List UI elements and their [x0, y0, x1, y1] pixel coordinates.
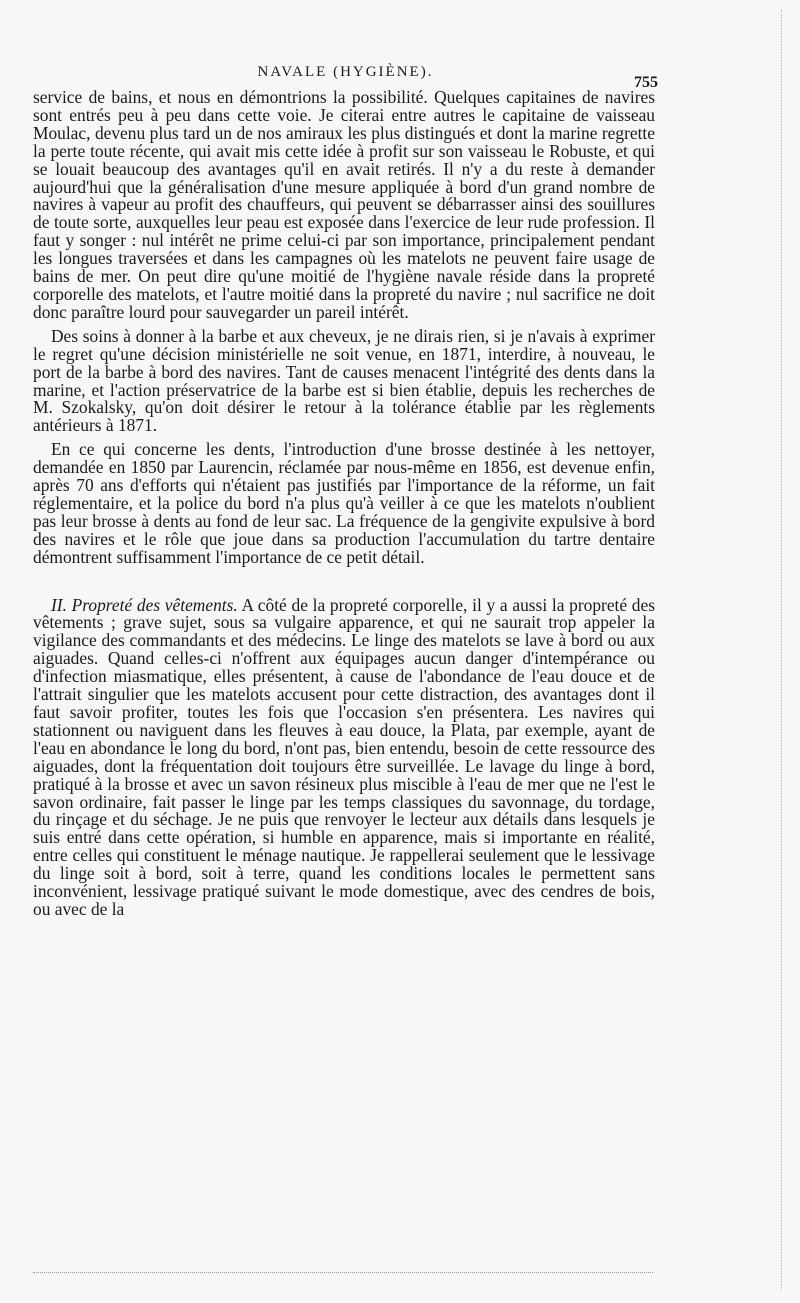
page-header [33, 62, 658, 91]
paragraph-bains: service de bains, et nous en démontrions la possibilité. Quelques capitaines de navires sont entrés peu à peu dans cette voie. Je citerai entre autres le capitaine de vaisseau Moulac, devenu plus tard un de nos amiraux les plus distingués et dont la marine regrette la perte toute récente, qui avait mis cette idée à profit sur son vaisseau le Robuste, et qui se louait beaucoup des avantages qu'il en avait retirés. Il n'y a du reste à demander aujourd'hui que la généralisation d'une mesure appliquée à bord d'un grand nombre de navires à vapeur au profit des chauffeurs, qui peuvent se débarrasser ainsi des souillures de toute sorte, auxquelles leur peau est exposée dans l'exercice de leur rude profession. Il faut y songer : nul intérêt ne prime celui-ci par son importance, principalement pendant les longues traversées et dans les campagnes où les matelots ne peuvent faire usage de bains de mer. On peut dire qu'une moitié de l'hygiène navale réside dans la propreté corporelle des matelots, et l'autre moitié dans la propreté du navire ; nul sacrifice ne doit donc paraître lourd pour sauvegarder un pareil intérêt. [33, 87, 655, 322]
section-body: A côté de la propreté corporelle, il y a aussi la propreté des vêtements ; grave sujet, sous sa vulgaire apparence, et qui ne saurait trop appeler la vigilance des commandants et des médecins. Le linge des matelots se lave à bord ou aux aiguades. Quand celles-ci n'offrent aux équipages aucun danger d'intempérance ou d'infection miasmatique, elles présentent, à cause de l'abondance de l'eau douce et de l'attrait singulier que les matelots accusent pour cette distraction, des avantages dont il faut savoir profiter, toutes les fois que l'occasion s'en présentera. Les navires qui stationnent ou naviguent dans les fleuves à eau douce, la Plata, par exemple, ayant de l'eau en abondance le long du bord, n'ont pas, bien entendu, besoin de cette ressource des aiguades, dont la fréquentation doit toujours être surveillée. Le lavage du linge à bord, pratiqué à la brosse et avec un savon résineux plus miscible à l'eau de mer que ne l'est le savon ordinaire, fait passer le linge par les temps classiques du savonnage, du tordage, du rinçage et du séchage. Je ne puis que renvoyer le lecteur aux détails dans lesquels je suis entré dans cette opération, si humble en apparence, mais si importante en réalité, entre celles qui constituent le ménage nautique. Je rappellerai seulement que le lessivage du linge soit à bord, soit à terre, quand les conditions locales le permettent sans inconvénient, lessivage pratiqué suivant le mode domestique, avec des cendres de bois, ou avec de la [33, 594, 655, 919]
paragraph-dents: En ce qui concerne les dents, l'introduction d'une brosse destinée à les nettoyer, demandée en 1850 par Laurencin, réclamée par nous-même en 1856, est devenue enfin, après 70 ans d'efforts qui n'étaient pas justifiés par l'importance de la réforme, un fait réglementaire, et la police du bord n'a plus qu'à veiller à ce que les matelots n'oublient pas leur brosse à dents au fond de leur sac. La fréquence de la gengivite expulsive à bord des navires et le rôle que joue dans sa production l'accumulation du tartre dentaire démontrent suffisamment l'importance de ce petit détail. [33, 439, 655, 567]
section-heading: II. Propreté des vêtements. [51, 594, 238, 615]
body-text [33, 89, 655, 919]
paragraph-barbe: Des soins à donner à la barbe et aux cheveux, je ne dirais rien, si je n'avais à exprimer le regret qu'une décision ministérielle ne soit venue, en 1871, interdire, à nouveau, le port de la barbe à bord des navires. Tant de causes menacent l'intégrité des dents dans la marine, et l'action préservatrice de la barbe est si bien établie, depuis les recherches de M. Szokalsky, qu'on doit désirer le retour à la tolérance établie par les règlements antérieurs à 1871. [33, 325, 655, 436]
scan-margin-marks [771, 10, 782, 1290]
scan-bottom-marks [33, 1272, 653, 1277]
running-title: NAVALE (HYGIÈNE). [257, 64, 434, 80]
page-number: 755 [634, 74, 658, 91]
section-vetements [33, 594, 655, 919]
